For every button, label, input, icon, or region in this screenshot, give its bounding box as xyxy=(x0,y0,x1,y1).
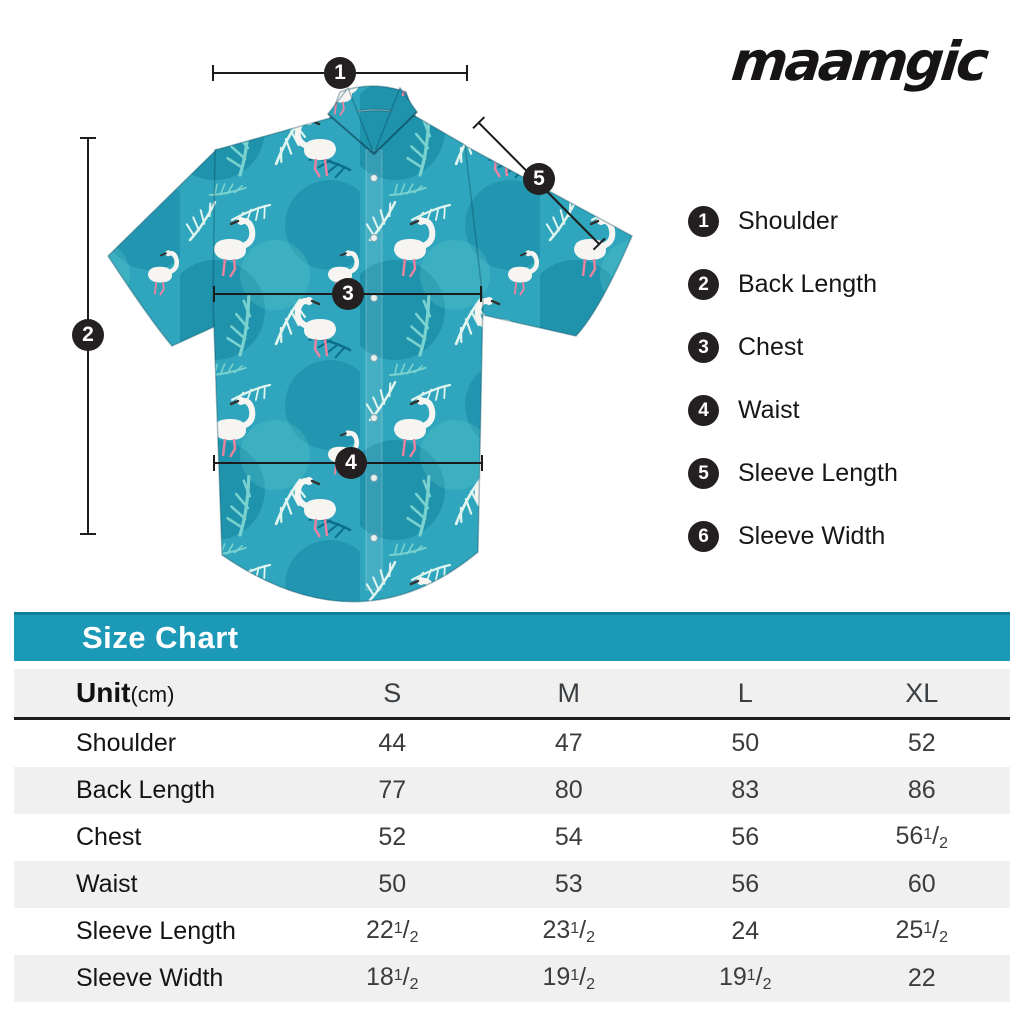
table-row-shoulder xyxy=(14,720,1010,767)
size-chart-title: Size Chart xyxy=(82,620,239,655)
row-label: Shoulder xyxy=(76,729,177,757)
marker-badge-5: 5 xyxy=(523,163,555,195)
size-chart-table xyxy=(14,612,1010,1002)
cell-value: $23^1/_2$ xyxy=(542,916,596,946)
row-label: Back Length xyxy=(76,776,215,804)
cell-value: $19^1/_2$ xyxy=(718,963,772,993)
table-row-waist xyxy=(14,861,1010,908)
cell-value: 60 xyxy=(907,870,936,898)
legend-item-waist xyxy=(688,395,898,426)
cell-value: 50 xyxy=(378,870,407,898)
legend-badge-3: 3 xyxy=(688,332,719,363)
size-chart-header-bar xyxy=(14,612,1010,661)
column-header-m: M xyxy=(557,677,580,708)
cell-value: 24 xyxy=(731,917,760,945)
cell-value: 54 xyxy=(554,823,583,851)
cell-value: 83 xyxy=(731,776,760,804)
table-header-row xyxy=(14,669,1010,720)
legend-badge-4: 4 xyxy=(688,395,719,426)
table-row-sleeve-width xyxy=(14,955,1010,1002)
cell-value: 77 xyxy=(378,776,407,804)
legend-item-back-length xyxy=(688,269,898,300)
row-label: Sleeve Width xyxy=(76,964,224,992)
legend-item-sleeve-length xyxy=(688,458,898,489)
legend-badge-2: 2 xyxy=(688,269,719,300)
legend-badge-1: 1 xyxy=(688,206,719,237)
cell-value: 56 xyxy=(731,870,760,898)
legend-item-sleeve-width xyxy=(688,521,898,552)
cell-value: $18^1/_2$ xyxy=(365,963,419,993)
table-row-chest xyxy=(14,814,1010,861)
legend-label-sleeve-width: Sleeve Width xyxy=(738,522,886,550)
legend-label-back-length: Back Length xyxy=(738,270,877,298)
column-header-l: L xyxy=(737,677,753,708)
cell-value: 22 xyxy=(907,964,936,992)
brand-logo: maamgic xyxy=(729,30,990,93)
legend-label-waist: Waist xyxy=(738,396,800,424)
cell-value: 52 xyxy=(378,823,407,851)
legend-badge-6: 6 xyxy=(688,521,719,552)
cell-value: $56^1/_2$ xyxy=(895,822,949,852)
legend-item-shoulder xyxy=(688,206,898,237)
row-label: Waist xyxy=(76,870,138,898)
unit-cell xyxy=(14,677,304,709)
legend-label-sleeve-length: Sleeve Length xyxy=(738,459,898,487)
cell-value: 86 xyxy=(907,776,936,804)
unit-suffix: (cm) xyxy=(130,682,175,707)
cell-value: 80 xyxy=(554,776,583,804)
cell-value: $25^1/_2$ xyxy=(895,916,949,946)
marker-badge-3: 3 xyxy=(332,278,364,310)
cell-value: 53 xyxy=(554,870,583,898)
shirt-body xyxy=(213,110,483,601)
cell-value: 44 xyxy=(378,729,407,757)
legend-item-chest xyxy=(688,332,898,363)
cell-value: 47 xyxy=(554,729,583,757)
cell-value: 56 xyxy=(731,823,760,851)
cell-value: $19^1/_2$ xyxy=(542,963,596,993)
marker-badge-2: 2 xyxy=(72,319,104,351)
legend-label-shoulder: Shoulder xyxy=(738,207,839,235)
column-header-s: S xyxy=(383,677,402,708)
measurement-legend xyxy=(688,206,898,584)
table-row-sleeve-length xyxy=(14,908,1010,955)
cell-value: $22^1/_2$ xyxy=(365,916,419,946)
legend-badge-5: 5 xyxy=(688,458,719,489)
marker-badge-1: 1 xyxy=(324,57,356,89)
marker-badge-4: 4 xyxy=(335,447,367,479)
row-label: Sleeve Length xyxy=(76,917,236,945)
legend-label-chest: Chest xyxy=(738,333,804,361)
unit-label: Unit xyxy=(76,677,131,708)
cell-value: 50 xyxy=(731,729,760,757)
table-row-back-length xyxy=(14,767,1010,814)
column-header-xl: XL xyxy=(905,677,939,708)
row-label: Chest xyxy=(76,823,142,851)
shirt-placket xyxy=(366,150,382,590)
cell-value: 52 xyxy=(907,729,936,757)
